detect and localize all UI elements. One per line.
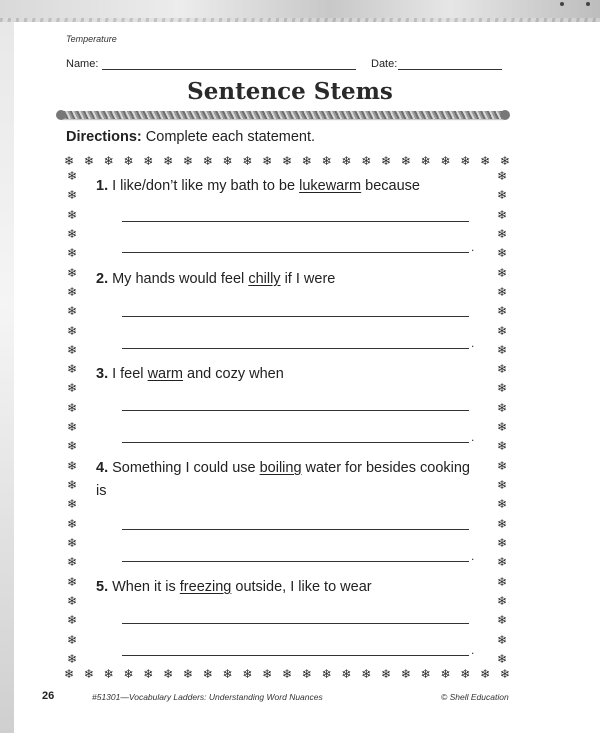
- snowflake-icon: ❄: [496, 478, 508, 492]
- sentence-stem-4: 4. Something I could use boiling water for besides cooking is: [96, 460, 470, 499]
- snowflake-icon: ❄: [496, 362, 508, 377]
- snowflake-icon: ❄: [496, 613, 508, 628]
- snowflake-icon: ❄: [341, 667, 352, 681]
- snowflake-border-right: [494, 170, 510, 665]
- snowflake-icon: ❄: [361, 154, 372, 168]
- snowflake-icon: ❄: [496, 381, 508, 396]
- snowflake-icon: ❄: [83, 154, 94, 168]
- answer-line[interactable]: [122, 442, 469, 443]
- snowflake-icon: ❄: [222, 154, 233, 168]
- answer-line[interactable]: [122, 221, 469, 222]
- answer-line[interactable]: [122, 623, 469, 624]
- snowflake-icon: ❄: [281, 667, 292, 681]
- snowflake-icon: ❄: [496, 304, 508, 319]
- sentence-stem-5: 5. When it is freezing outside, I like to wear: [96, 579, 372, 595]
- snowflake-icon: ❄: [496, 497, 508, 512]
- snowflake-icon: ❄: [66, 420, 78, 435]
- snowflake-icon: ❄: [66, 593, 78, 608]
- snowflake-icon: ❄: [440, 667, 451, 681]
- vocab-word: freezing: [179, 579, 232, 595]
- snowflake-icon: ❄: [202, 667, 213, 681]
- answer-line[interactable]: [122, 655, 469, 656]
- snowflake-icon: ❄: [301, 667, 312, 681]
- snowflake-border-bottom: [64, 667, 510, 681]
- item-number: 1.: [96, 178, 109, 194]
- snowflake-icon: ❄: [103, 667, 114, 681]
- snowflake-icon: ❄: [83, 667, 94, 681]
- snowflake-icon: ❄: [242, 154, 253, 168]
- page-number: 26: [42, 690, 55, 702]
- item-number: 2.: [96, 271, 109, 287]
- snowflake-icon: ❄: [66, 632, 78, 647]
- snowflake-icon: ❄: [66, 478, 78, 492]
- directions-text: Complete each statement.: [145, 129, 316, 145]
- snowflake-border-left: [64, 170, 80, 665]
- snowflake-icon: ❄: [460, 154, 471, 168]
- item-number: 4.: [96, 460, 109, 476]
- snowflake-icon: ❄: [361, 667, 372, 681]
- snowflake-icon: ❄: [496, 169, 508, 183]
- name-blank-line[interactable]: [102, 69, 356, 70]
- snowflake-icon: ❄: [496, 420, 508, 435]
- snowflake-border-top: [64, 154, 510, 168]
- snowflake-icon: ❄: [66, 207, 78, 222]
- directions-label: Directions:: [66, 129, 142, 145]
- answer-line[interactable]: [122, 561, 469, 562]
- snowflake-icon: ❄: [301, 154, 312, 168]
- period-mark: .: [471, 643, 475, 657]
- snowflake-icon: ❄: [496, 651, 508, 666]
- sentence-stem-1: 1. I like/don’t like my bath to be lukewarm because: [96, 178, 420, 194]
- snowflake-icon: ❄: [66, 535, 78, 550]
- period-mark: .: [471, 336, 475, 350]
- snowflake-icon: ❄: [66, 574, 78, 589]
- snowflake-icon: ❄: [163, 154, 174, 168]
- snowflake-icon: ❄: [66, 613, 78, 628]
- publisher-credit: © Shell Education: [441, 692, 509, 702]
- name-label: Name:: [66, 58, 99, 70]
- snowflake-icon: ❄: [66, 246, 78, 261]
- vocab-word: boiling: [259, 460, 302, 476]
- answer-line[interactable]: [122, 529, 469, 530]
- snowflake-icon: ❄: [420, 667, 431, 681]
- vocab-word: chilly: [248, 271, 281, 287]
- snowflake-icon: ❄: [496, 555, 508, 570]
- snowflake-icon: ❄: [460, 667, 471, 681]
- snowflake-icon: ❄: [103, 154, 114, 168]
- snowflake-icon: ❄: [242, 667, 253, 681]
- snowflake-icon: ❄: [66, 226, 78, 241]
- answer-line[interactable]: [122, 348, 469, 349]
- snowflake-icon: ❄: [66, 458, 78, 473]
- item-number: 5.: [96, 579, 109, 595]
- snowflake-icon: ❄: [66, 323, 78, 338]
- directions: [66, 129, 315, 145]
- snowflake-icon: ❄: [182, 154, 193, 168]
- snowflake-icon: ❄: [143, 667, 154, 681]
- snowflake-icon: ❄: [381, 667, 392, 681]
- snowflake-icon: ❄: [496, 265, 508, 280]
- date-label: Date:: [371, 58, 398, 70]
- snowflake-icon: ❄: [202, 154, 213, 168]
- snowflake-icon: ❄: [64, 667, 75, 681]
- snowflake-icon: ❄: [496, 323, 508, 338]
- date-blank-line[interactable]: [398, 69, 502, 70]
- item-number: 3.: [96, 366, 109, 382]
- snowflake-icon: ❄: [496, 535, 508, 550]
- snowflake-icon: ❄: [281, 154, 292, 168]
- snowflake-icon: ❄: [321, 154, 332, 168]
- snowflake-icon: ❄: [496, 284, 508, 299]
- snowflake-icon: ❄: [400, 154, 411, 168]
- snowflake-icon: ❄: [66, 304, 78, 319]
- snowflake-icon: ❄: [66, 188, 78, 203]
- series-title: #51301—Vocabulary Ladders: Understanding Word Nuances: [92, 692, 323, 702]
- topic-label: Temperature: [66, 34, 117, 44]
- snowflake-icon: ❄: [123, 154, 134, 168]
- answer-line[interactable]: [122, 410, 469, 411]
- snowflake-icon: ❄: [66, 516, 78, 531]
- snowflake-icon: ❄: [66, 284, 78, 299]
- snowflake-icon: ❄: [321, 667, 332, 681]
- page-left-edge: [0, 22, 14, 733]
- snowflake-icon: ❄: [262, 154, 273, 168]
- snowflake-icon: ❄: [496, 632, 508, 647]
- snowflake-icon: ❄: [66, 381, 78, 396]
- snowflake-icon: ❄: [420, 154, 431, 168]
- snowflake-icon: ❄: [66, 439, 78, 454]
- answer-line[interactable]: [122, 316, 469, 317]
- snowflake-icon: ❄: [66, 651, 78, 666]
- snowflake-icon: ❄: [222, 667, 233, 681]
- snowflake-icon: ❄: [499, 154, 510, 168]
- snowflake-icon: ❄: [496, 439, 508, 454]
- period-mark: .: [471, 430, 475, 444]
- snowflake-icon: ❄: [496, 516, 508, 531]
- snowflake-icon: ❄: [341, 154, 352, 168]
- snowflake-icon: ❄: [123, 667, 134, 681]
- sentence-stem-2: 2. My hands would feel chilly if I were: [96, 271, 336, 287]
- snowflake-icon: ❄: [64, 154, 75, 168]
- snowflake-icon: ❄: [480, 154, 491, 168]
- snowflake-icon: ❄: [66, 497, 78, 512]
- snowflake-icon: ❄: [496, 188, 508, 203]
- snowflake-icon: ❄: [66, 400, 78, 415]
- snowflake-icon: ❄: [480, 667, 491, 681]
- snowflake-icon: ❄: [496, 574, 508, 589]
- snowflake-icon: ❄: [440, 154, 451, 168]
- period-mark: .: [471, 549, 475, 563]
- snowflake-icon: ❄: [496, 342, 508, 357]
- snowflake-icon: ❄: [496, 400, 508, 415]
- corner-dots: [560, 2, 590, 6]
- sentence-stem-3: 3. I feel warm and cozy when: [96, 366, 284, 382]
- snowflake-icon: ❄: [66, 555, 78, 570]
- snowflake-icon: ❄: [400, 667, 411, 681]
- snowflake-icon: ❄: [496, 207, 508, 222]
- snowflake-icon: ❄: [66, 342, 78, 357]
- snowflake-icon: ❄: [496, 593, 508, 608]
- period-mark: .: [471, 240, 475, 254]
- snowflake-icon: ❄: [66, 362, 78, 377]
- vocab-word: lukewarm: [299, 178, 362, 194]
- snowflake-icon: ❄: [496, 246, 508, 261]
- snowflake-icon: ❄: [163, 667, 174, 681]
- snowflake-icon: ❄: [496, 226, 508, 241]
- answer-line[interactable]: [122, 252, 469, 253]
- snowflake-icon: ❄: [182, 667, 193, 681]
- snowflake-icon: ❄: [381, 154, 392, 168]
- page-top-edge: [0, 0, 600, 22]
- snowflake-icon: ❄: [66, 265, 78, 280]
- rope-divider: [60, 111, 506, 119]
- vocab-word: warm: [147, 366, 184, 382]
- snowflake-icon: ❄: [143, 154, 154, 168]
- snowflake-icon: ❄: [66, 169, 78, 183]
- snowflake-icon: ❄: [499, 667, 510, 681]
- page-title: Sentence Stems: [187, 78, 393, 105]
- snowflake-icon: ❄: [496, 458, 508, 473]
- snowflake-icon: ❄: [262, 667, 273, 681]
